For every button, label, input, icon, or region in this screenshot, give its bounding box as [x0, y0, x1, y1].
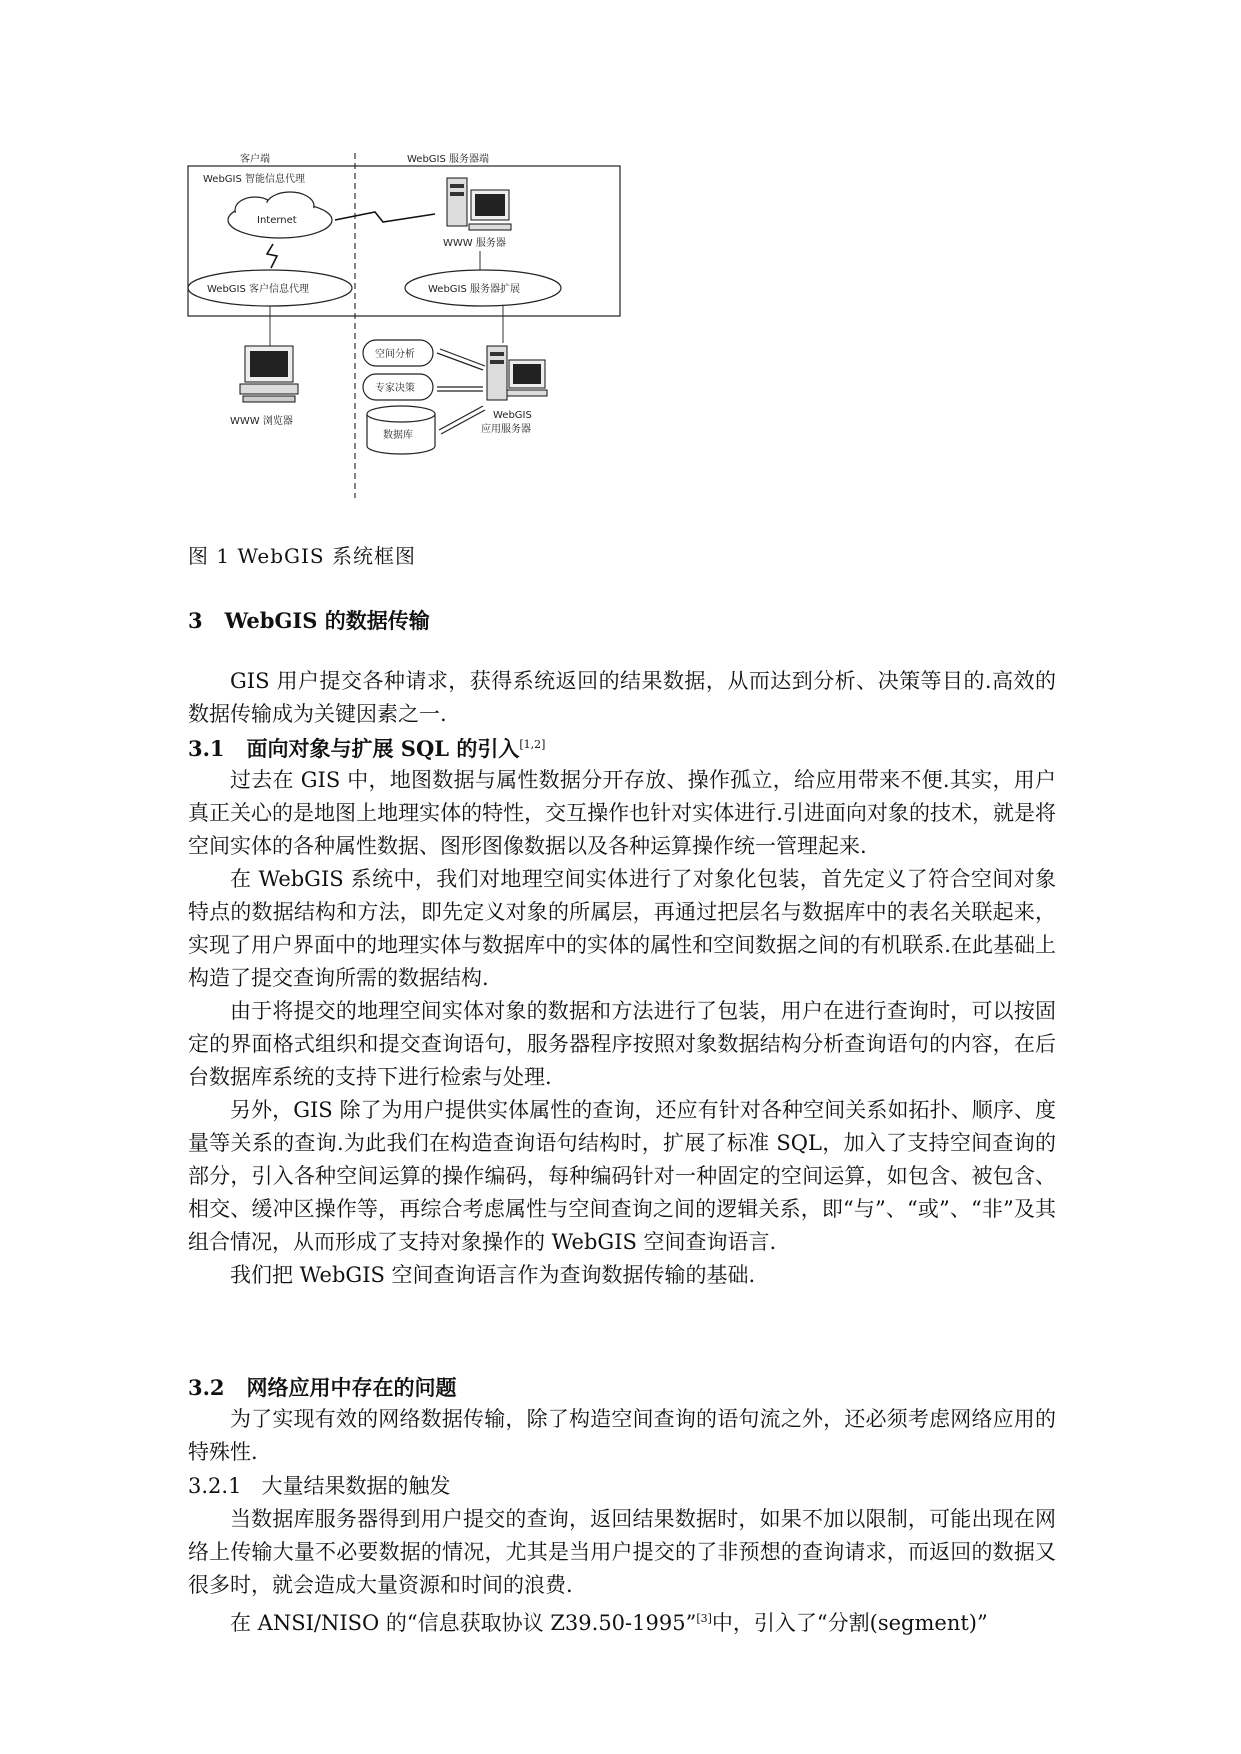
section-3-2-1-body [188, 1503, 1056, 1640]
paragraph: 当数据库服务器得到用户提交的查询，返回结果数据时，如果不加以限制，可能出现在网络上传输大量不必要数据的情况，尤其是当用户提交的了非预想的查询请求，而返回的数据又很多时，就会造成大量资源和时间的浪费. [188, 1507, 1056, 1597]
app-server-label-1: WebGIS [493, 410, 532, 421]
paragraph: 为了实现有效的网络数据传输，除了构造空间查询的语句流之外，还必须考虑网络应用的特殊性. [188, 1407, 1056, 1464]
app-server-icon [487, 346, 547, 400]
intro-paragraph: GIS 用户提交各种请求，获得系统返回的结果数据，从而达到分析、决策等目的.高效的数据传输成为关键因素之一. [188, 669, 1056, 726]
expert-decision-label: 专家决策 [375, 383, 415, 394]
section-3-number: 3 [188, 608, 203, 633]
section-3-1-title: 面向对象与扩展 SQL 的引入 [246, 736, 520, 761]
section-3-title: WebGIS 的数据传输 [224, 608, 430, 633]
last-para-before: 在 ANSI/NISO 的“信息获取协议 Z39.50-1995” [230, 1611, 697, 1635]
section-3-2-body [188, 1403, 1056, 1469]
paragraph: 我们把 WebGIS 空间查询语言作为查询数据传输的基础. [230, 1263, 756, 1287]
lightning-icon [267, 244, 277, 268]
www-server-icon [447, 178, 511, 230]
section-3-heading [188, 605, 430, 635]
section-3-2-1-title: 大量结果数据的触发 [261, 1474, 451, 1498]
client-agent-label: WebGIS 客户信息代理 [207, 284, 310, 295]
paragraph: 由于将提交的地理空间实体对象的数据和方法进行了包装，用户在进行查询时，可以按固定的界面格式组织和提交查询语句，服务器程序按照对象数据结构分析查询语句的内容，在后台数据库系统的支持下进行检索与处理. [188, 999, 1056, 1089]
agent-label: WebGIS 智能信息代理 [203, 174, 306, 185]
app-server-label-2: 应用服务器 [481, 424, 531, 435]
paragraph: 过去在 GIS 中，地图数据与属性数据分开存放、操作孤立，给应用带来不便.其实，用户真正关心的是地图上地理实体的特性，交互操作也针对实体进行.引进面向对象的技术，就是将空间实体的各种属性数据、图形图像数据以及各种运算操作统一管理起来. [188, 768, 1056, 858]
figure-caption: 图 1 WebGIS 系统框图 [188, 544, 416, 568]
last-paragraph [188, 1602, 1056, 1640]
spatial-analysis-label: 空间分析 [375, 349, 415, 360]
paragraph: 在 WebGIS 系统中，我们对地理空间实体进行了对象化包装，首先定义了符合空间对象特点的数据结构和方法，即先定义对象的所属层，再通过把层名与数据库中的表名关联起来，实现了用户界面中的地理实体与数据库中的实体的属性和空间数据之间的有机联系.在此基础上构造了提交查询所需的数据结构. [188, 867, 1056, 990]
section-3-1-heading [188, 733, 545, 763]
section-3-2-number: 3.2 [188, 1375, 225, 1400]
intro-paragraph-block [188, 665, 1056, 731]
server-ext-label: WebGIS 服务器扩展 [428, 284, 521, 295]
section-3-2-title: 网络应用中存在的问题 [246, 1375, 457, 1400]
section-3-2-1-heading [188, 1470, 1056, 1503]
browser-label: WWW 浏览器 [230, 416, 293, 427]
paragraph: 另外，GIS 除了为用户提供实体属性的查询，还应有针对各种空间关系如拓扑、顺序、度量等关系的查询.为此我们在构造查询语句结构时，扩展了标准 SQL，加入了支持空间查询的部分，引入各种空间运算的操作编码，每种编码针对一种固定的空间运算，如包含、被包含、相交、缓冲区操作等，再综合考虑属性与空间查询之间的逻辑关系，即“与”、“或”、“非”及其组合情况，从而形成了支持对象操作的 WebGIS 空间查询语言. [188, 1098, 1056, 1254]
network-link-icon [335, 212, 435, 222]
webgis-system-diagram [185, 148, 625, 503]
www-server-label: WWW 服务器 [443, 238, 506, 249]
server-label: WebGIS 服务器端 [407, 154, 490, 165]
section-3-2-1-number: 3.2.1 [188, 1474, 242, 1498]
section-3-1-body [188, 764, 1056, 1292]
internet-label: Internet [257, 215, 297, 226]
last-para-after: 中，引入了“分割(segment)” [711, 1611, 988, 1635]
double-arrows-icon [437, 349, 485, 434]
client-label: 客户端 [240, 154, 270, 165]
section-3-1-number: 3.1 [188, 736, 225, 761]
browser-computer-icon [240, 346, 298, 402]
last-para-ref: [3] [696, 1612, 712, 1625]
section-3-1-ref: [1,2] [519, 738, 546, 751]
database-label: 数据库 [383, 430, 413, 441]
section-3-2-heading [188, 1372, 456, 1402]
